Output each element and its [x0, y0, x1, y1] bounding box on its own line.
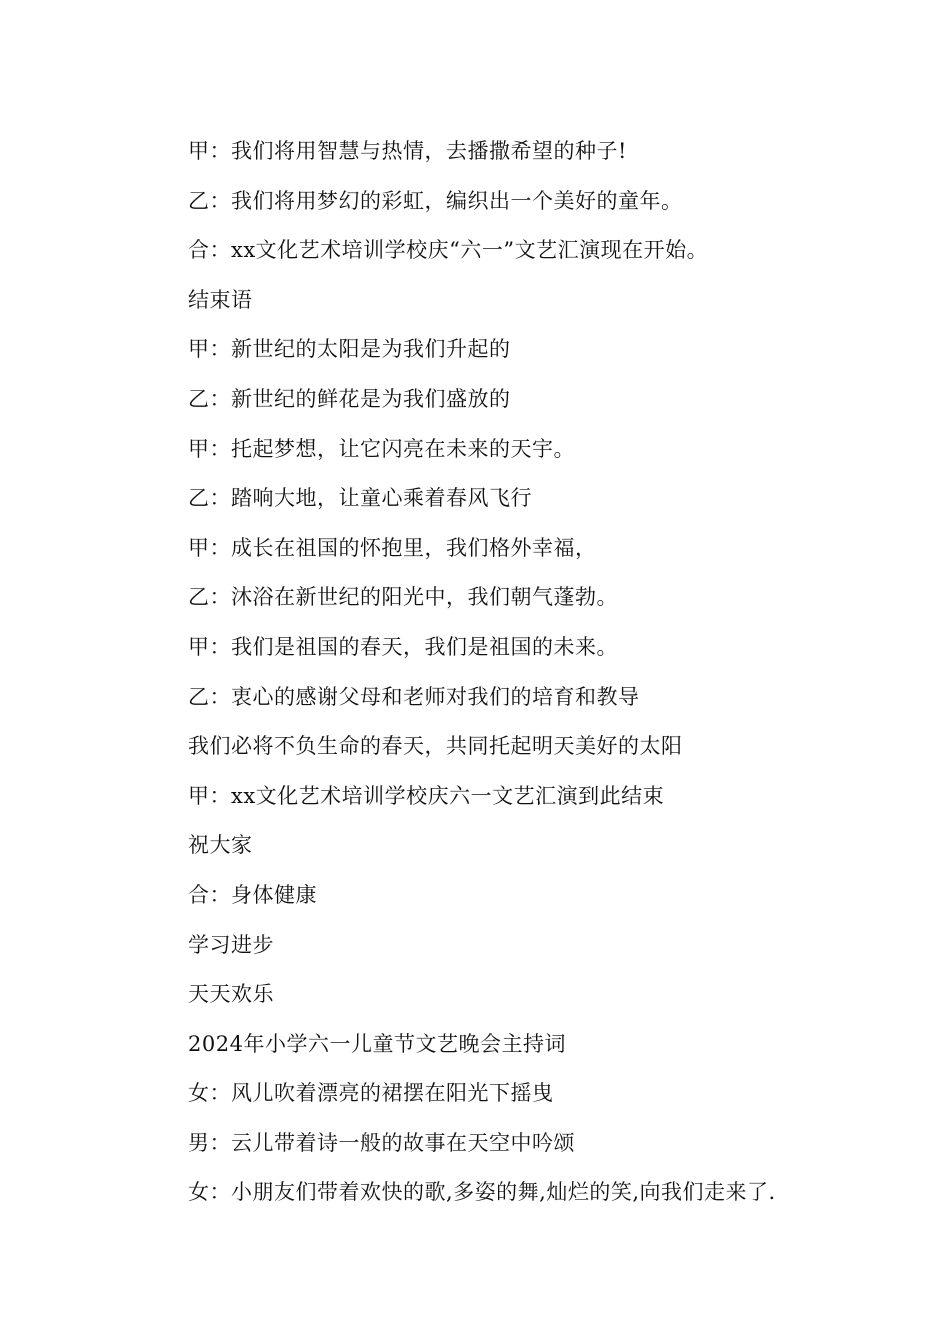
text-line: 乙：沐浴在新世纪的阳光中，我们朝气蓬勃。 [188, 585, 618, 610]
text-line: 甲：xx文化艺术培训学校庆六一文艺汇演到此结束 [188, 783, 665, 808]
document-body [188, 131, 888, 1222]
text-line: 乙：新世纪的鲜花是为我们盛放的 [188, 386, 511, 411]
text-line: 我们必将不负生命的春天，共同托起明天美好的太阳 [188, 734, 683, 759]
text-line: 甲：新世纪的太阳是为我们升起的 [188, 337, 511, 362]
document-title: 2024年小学六一儿童节文艺晚会主持词 [188, 1031, 566, 1056]
text-line: 合：身体健康 [188, 882, 317, 907]
text-line: 祝大家 [188, 833, 253, 858]
text-line: 乙：衷心的感谢父母和老师对我们的培育和教导 [188, 684, 640, 709]
text-line: 天天欢乐 [188, 982, 274, 1007]
text-line: 乙：踏响大地，让童心乘着春风飞行 [188, 486, 532, 511]
text-line: 女：小朋友们带着欢快的歌,多姿的舞,灿烂的笑,向我们走来了. [188, 1180, 776, 1205]
text-line: 甲：成长在祖国的怀抱里，我们格外幸福， [188, 535, 597, 560]
text-line: 合：xx文化艺术培训学校庆“六一”文艺汇演现在开始。 [188, 238, 709, 263]
text-line: 甲：我们是祖国的春天，我们是祖国的未来。 [188, 634, 618, 659]
text-line: 乙：我们将用梦幻的彩虹，编织出一个美好的童年。 [188, 188, 683, 213]
text-line: 甲：我们将用智慧与热情，去播撒希望的种子! [188, 139, 627, 163]
text-line: 学习进步 [188, 932, 274, 957]
text-line: 女：风儿吹着漂亮的裙摆在阳光下摇曳 [188, 1081, 554, 1106]
text-line: 甲：托起梦想，让它闪亮在未来的天宇。 [188, 436, 575, 461]
text-line: 男：云儿带着诗一般的故事在天空中吟颂 [188, 1130, 575, 1155]
section-heading: 结束语 [188, 287, 253, 312]
